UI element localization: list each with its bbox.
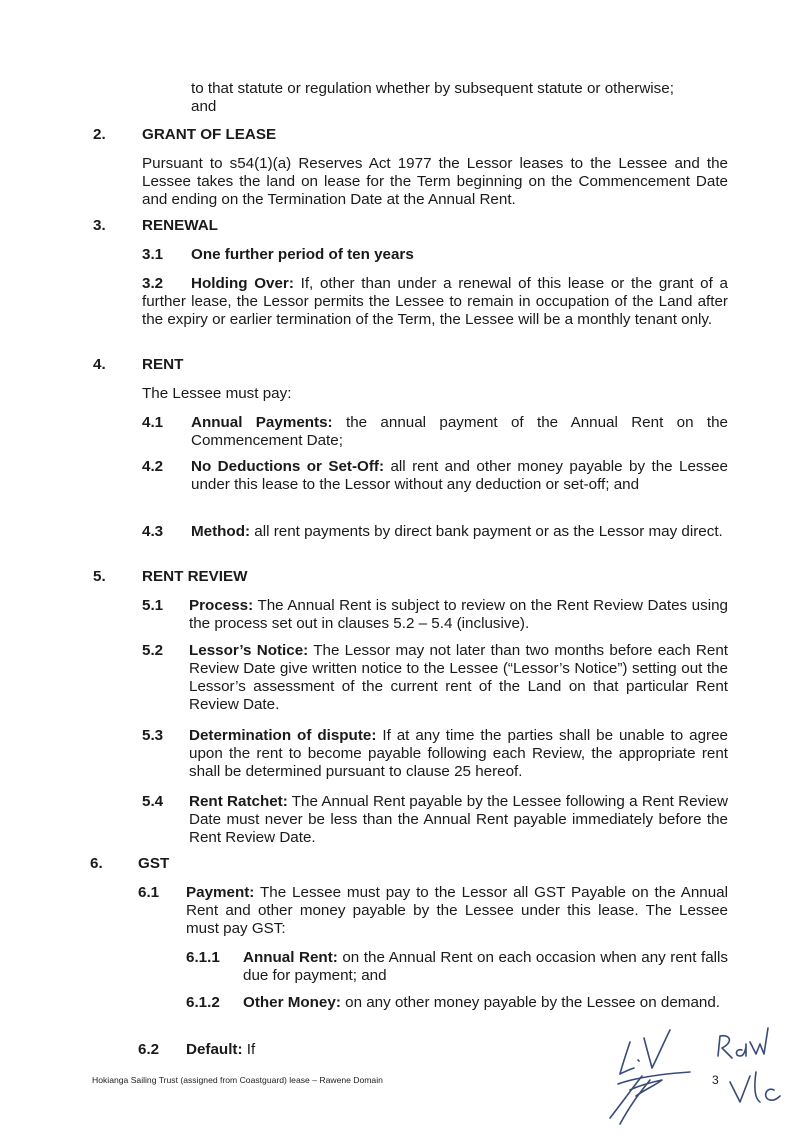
- clause-body: The Lessor may not later than two months before each Rent Review Date give written notice to the Lessee (“Lessor’s Notice”) setting out the Lessor’s assessment of the current rent of the Land on that particular Rent Review Date.: [189, 642, 729, 713]
- initial-stroke: [750, 1028, 768, 1054]
- subclause-title: Annual Rent:: [243, 949, 338, 966]
- section-number: 3.: [93, 217, 106, 234]
- clause-number: 6.2: [138, 1041, 160, 1058]
- clause-number: 4.2: [142, 458, 164, 475]
- clause-text: [189, 793, 728, 847]
- clause-title: One further period of ten years: [191, 246, 414, 263]
- clause-text: [142, 275, 728, 329]
- clause-text: [189, 727, 728, 781]
- section-number: 2.: [93, 126, 106, 143]
- subclause-body: on any other money payable by the Lessee on demand.: [345, 994, 721, 1011]
- clause-number: 5.1: [142, 597, 164, 614]
- clause-text: [189, 642, 728, 714]
- initial-stroke: [730, 1076, 750, 1102]
- section-heading: RENEWAL: [142, 217, 218, 234]
- clause-number: 4.1: [142, 414, 164, 431]
- clause-body: If at any time the parties shall be unable to agree upon the rent to become payable following each Review, the appropriate rent shall be determined pursuant to clause 25 hereof.: [189, 727, 728, 780]
- handwritten-initials: [590, 1020, 790, 1130]
- section-number: 6.: [90, 855, 103, 872]
- clause-title: Holding Over:: [191, 275, 294, 292]
- clause-text: [186, 884, 728, 938]
- clause-number: 5.4: [142, 793, 164, 810]
- clause-title: Default:: [186, 1041, 243, 1058]
- clause-number: 3.1: [142, 246, 164, 263]
- initial-stroke: [718, 1036, 732, 1058]
- clause-number: 5.2: [142, 642, 164, 659]
- section-number: 4.: [93, 356, 106, 373]
- clause-title: No Deductions or Set-Off:: [191, 458, 385, 475]
- section-heading: RENT: [142, 356, 184, 373]
- subclause-number: 6.1.2: [186, 994, 220, 1011]
- clause-number: 5.3: [142, 727, 164, 744]
- clause-body: If: [246, 1041, 256, 1058]
- signature-stroke: [630, 1080, 662, 1096]
- clause-number: 3.2: [142, 275, 164, 292]
- clause-text: [191, 458, 728, 494]
- section-number: 5.: [93, 568, 106, 585]
- initial-stroke: [766, 1089, 780, 1100]
- clause-text: [191, 414, 728, 450]
- initial-stroke: [755, 1072, 760, 1102]
- clause-body: The Lessee must pay to the Lessor all GST Payable on the Annual Rent and other money payable by the Lessee under this lease. The Lessee must pay GST:: [186, 884, 728, 937]
- clause-text: [191, 523, 728, 541]
- subclause-text: [243, 949, 728, 985]
- clause-title: Rent Ratchet:: [189, 793, 288, 810]
- clause-body: The Annual Rent payable by the Lessee following a Rent Review Date must never be less than the Annual Rent payable immediately before the Rent Review Date.: [189, 793, 728, 846]
- subclause-text: [243, 994, 728, 1012]
- clause-text: [189, 597, 728, 633]
- section-heading: GRANT OF LEASE: [142, 126, 277, 143]
- clause-title: Process:: [189, 597, 254, 614]
- clause-body: The Annual Rent is subject to review on the Rent Review Dates using the process set out in clauses 5.2 – 5.4 (inclusive).: [189, 597, 728, 632]
- clause-title: Annual Payments:: [191, 414, 333, 431]
- clause-body: all rent and other money payable by the Lessee under this lease to the Lessor without any deduction or set-off; and: [191, 458, 728, 493]
- intro-line: and: [191, 98, 217, 115]
- section-heading: RENT REVIEW: [142, 568, 248, 585]
- footer-text: Hokianga Sailing Trust (assigned from Coastguard) lease – Rawene Domain: [92, 1075, 383, 1085]
- subclause-body: on the Annual Rent on each occasion when any rent falls due for payment; and: [243, 949, 728, 984]
- initial-stroke: [620, 1042, 630, 1074]
- clause-number: 6.1: [138, 884, 160, 901]
- clause-title: Determination of dispute:: [189, 727, 377, 744]
- clause-title: Lessor’s Notice:: [189, 642, 309, 659]
- section-heading: GST: [138, 855, 170, 872]
- clause-text: [186, 1041, 255, 1059]
- clause-title: Payment:: [186, 884, 255, 901]
- initial-stroke: [638, 1060, 639, 1061]
- section-body: Pursuant to s54(1)(a) Reserves Act 1977 the Lessor leases to the Lessee and the Lessee takes the land on lease for the Term beginning on the Commencement Date and ending on the Termination Date at the Annual Rent.: [142, 155, 728, 208]
- initial-stroke: [644, 1030, 670, 1068]
- page-number: 3: [712, 1073, 719, 1087]
- subclause-title: Other Money:: [243, 994, 341, 1011]
- section-intro: The Lessee must pay:: [142, 385, 292, 402]
- signature-stroke: [620, 1080, 650, 1124]
- subclause-number: 6.1.1: [186, 949, 220, 966]
- clause-body: If, other than under a renewal of this lease or the grant of a further lease, the Lessor permits the Lessee to remain in occupation of the Land after the expiry or earlier termination of the Term, the Lessee will be a monthly tenant only.: [142, 275, 728, 328]
- intro-line: to that statute or regulation whether by subsequent statute or otherwise;: [191, 80, 674, 97]
- clause-body: the annual payment of the Annual Rent on the Commencement Date;: [191, 414, 728, 449]
- clause-number: 4.3: [142, 523, 164, 540]
- clause-body: all rent payments by direct bank payment or as the Lessor may direct.: [254, 523, 723, 540]
- clause-title: Method:: [191, 523, 251, 540]
- initial-stroke: [736, 1044, 746, 1056]
